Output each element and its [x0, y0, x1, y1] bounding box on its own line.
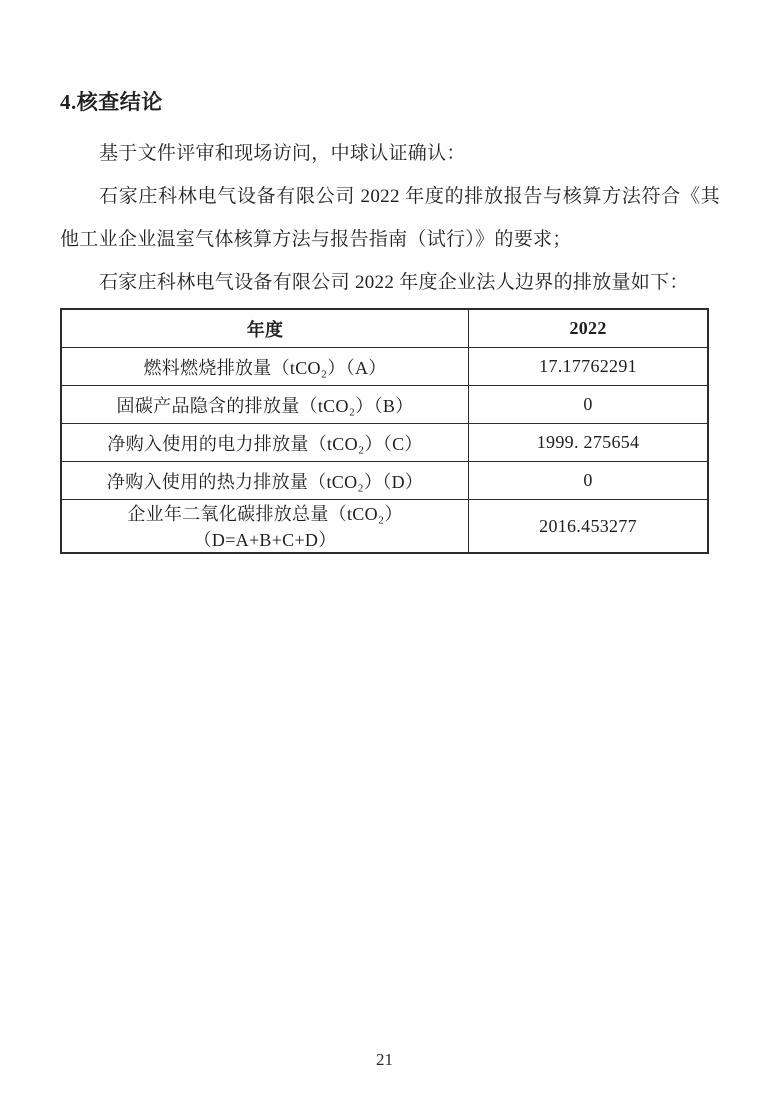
row-total-emissions-label: 企业年二氧化碳排放总量（tCO₂）（D=A+B+C+D） [61, 500, 469, 554]
row-electricity-value: 1999. 275654 [469, 424, 708, 462]
page-number: 21 [376, 1050, 393, 1069]
row-fuel-combustion-value: 17.17762291 [469, 348, 708, 386]
table-row [61, 386, 708, 424]
emission-table [60, 308, 709, 554]
document-content [60, 86, 720, 554]
table-row [61, 424, 708, 462]
row-total-emissions-value: 2016.453277 [469, 500, 708, 554]
paragraph-confirmation: 基于文件评审和现场访问，中球认证确认： [99, 143, 466, 164]
row-carbon-products-label: 固碳产品隐含的排放量（tCO₂）（B） [61, 386, 469, 424]
header-year-label: 年度 [61, 309, 469, 348]
table-row [61, 348, 708, 386]
row-carbon-products-value: 0 [469, 386, 708, 424]
paragraph-emissions-intro: 石家庄科林电气设备有限公司 2022 年度企业法人边界的排放量如下： [99, 272, 689, 293]
table-row [61, 500, 708, 554]
table-row [61, 462, 708, 500]
row-heat-value: 0 [469, 462, 708, 500]
row-fuel-combustion-label: 燃料燃烧排放量（tCO₂）（A） [61, 348, 469, 386]
section-heading: 4.核查结论 [60, 90, 163, 114]
paragraph-compliance: 石家庄科林电气设备有限公司 2022 年度的排放报告与核算方法符合《其他工业企业温室气体核算方法与报告指南（试行）》的要求； [60, 186, 720, 250]
row-electricity-label: 净购入使用的电力排放量（tCO₂）（C） [61, 424, 469, 462]
header-year-value: 2022 [469, 309, 708, 348]
table-header-row [61, 309, 708, 348]
row-heat-label: 净购入使用的热力排放量（tCO₂）（D） [61, 462, 469, 500]
